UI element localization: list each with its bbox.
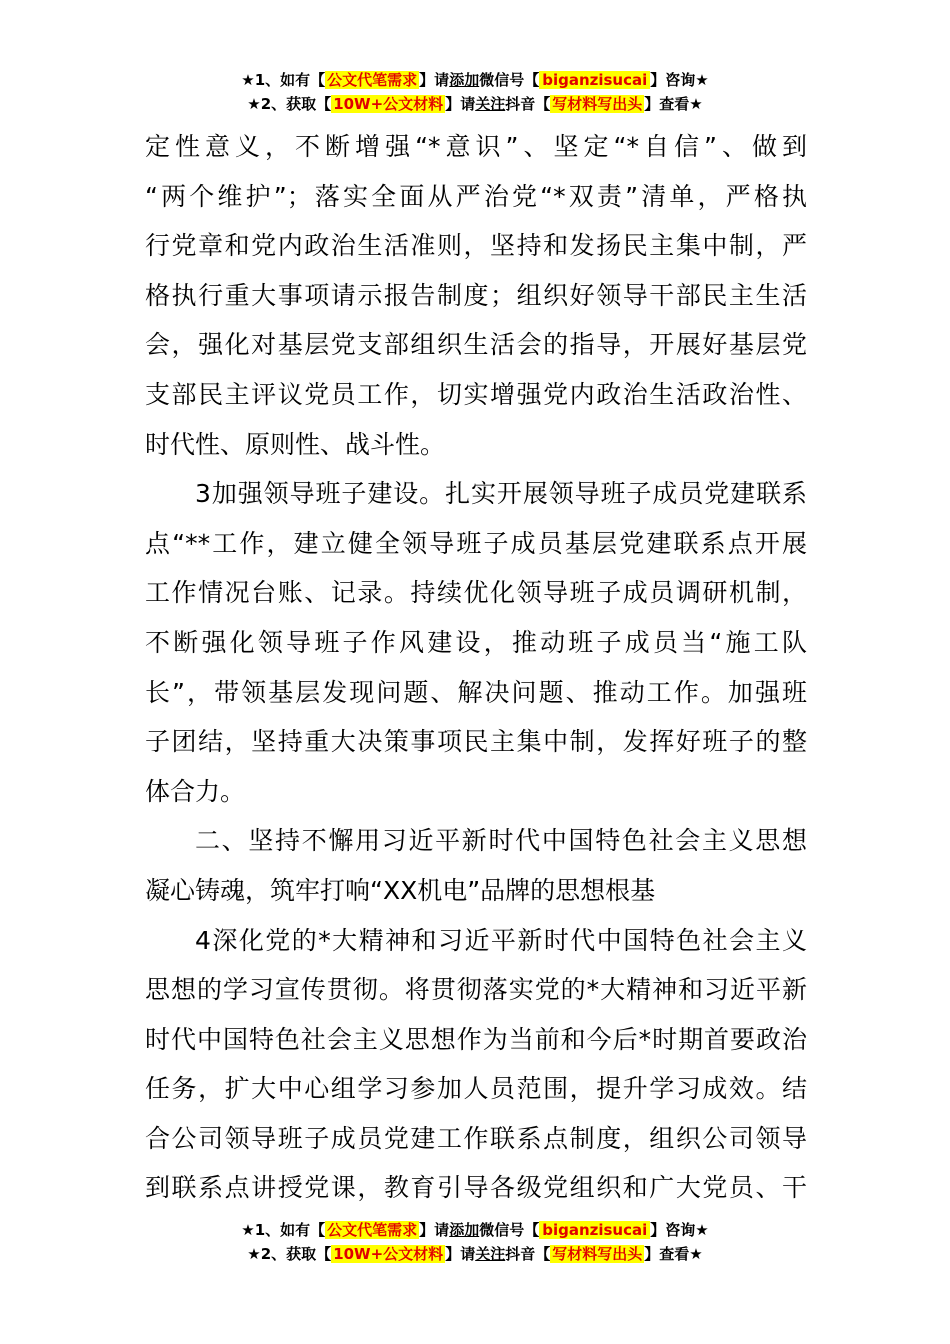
text-line: 支部民主评议党员工作，切实增强党内政治生活政治性、 — [145, 379, 807, 409]
banner-text: 】查看★ — [644, 1245, 703, 1263]
banner-text: ★1、如有【 — [241, 1221, 326, 1239]
banner-line-2 — [0, 92, 950, 116]
banner-text: ★2、获取【 — [247, 95, 332, 113]
banner-emphasis: 关注 — [475, 95, 506, 113]
text-line: 子团结，坚持重大决策事项民主集中制，发挥好班子的整 — [145, 727, 807, 757]
text-line: 时代性、原则性、战斗性。 — [145, 429, 446, 459]
text-line: 不断强化领导班子作风建设，推动班子成员当“施工队 — [145, 627, 807, 657]
banner-text: ★1、如有【 — [241, 71, 326, 89]
text-line: “两个维护”；落实全面从严治党“*双责”清单，严格执 — [145, 181, 807, 211]
banner-text: 】咨询★ — [650, 71, 709, 89]
banner-text: 】请 — [419, 1221, 450, 1239]
text-line: 3加强领导班子建设。扎实开展领导班子成员党建联系 — [195, 479, 807, 509]
header-banner — [0, 68, 950, 116]
banner-text: 抖音【 — [505, 95, 551, 113]
text-line: 到联系点讲授党课，教育引导各级党组织和广大党员、干 — [145, 1173, 807, 1203]
banner-highlight-service: 公文代笔需求 — [327, 1221, 418, 1239]
text-line: 长”，带领基层发现问题、解决问题、推动工作。加强班 — [145, 677, 807, 707]
banner-text: 】咨询★ — [650, 1221, 709, 1239]
banner-emphasis: 添加 — [449, 71, 480, 89]
text-line: 时代中国特色社会主义思想作为当前和今后*时期首要政治 — [145, 1024, 807, 1054]
banner-wechat-handle: biganzisucai — [539, 71, 650, 89]
section-heading-two — [145, 816, 807, 915]
banner-text: 微信号【 — [479, 71, 540, 89]
banner-text: 微信号【 — [479, 1221, 540, 1239]
banner-line-1 — [0, 1218, 950, 1242]
text-line: 工作情况台账、记录。持续优化领导班子成员调研机制， — [145, 578, 807, 608]
text-line: 4深化党的*大精神和习近平新时代中国特色社会主义 — [195, 925, 807, 955]
heading-line: 二、坚持不懈用习近平新时代中国特色社会主义思想 — [195, 826, 807, 856]
banner-text: 】请 — [445, 1245, 476, 1263]
text-line: 定性意义，不断增强“*意识”、坚定“*自信”、做到 — [145, 132, 807, 161]
banner-text: 】查看★ — [644, 95, 703, 113]
footer-banner — [0, 1218, 950, 1266]
paragraph-study-thought — [145, 916, 807, 1214]
text-line: 任务，扩大中心组学习参加人员范围，提升学习成效。结 — [145, 1074, 807, 1104]
banner-emphasis: 关注 — [475, 1245, 506, 1263]
banner-text: ★2、获取【 — [247, 1245, 332, 1263]
banner-highlight-douyin: 写材料写出头 — [552, 1245, 643, 1263]
banner-line-2 — [0, 1242, 950, 1266]
banner-highlight-materials: 10W+公文材料 — [333, 95, 444, 113]
document-body — [145, 122, 807, 1213]
banner-line-1 — [0, 68, 950, 92]
banner-wechat-handle: biganzisucai — [539, 1221, 650, 1239]
text-line: 合公司领导班子成员党建工作联系点制度，组织公司领导 — [145, 1123, 807, 1153]
text-line: 体合力。 — [145, 776, 246, 806]
text-line: 格执行重大事项请示报告制度；组织好领导干部民主生活 — [145, 280, 807, 310]
paragraph-party-life — [145, 122, 807, 469]
banner-highlight-douyin: 写材料写出头 — [552, 95, 643, 113]
banner-highlight-service: 公文代笔需求 — [327, 71, 418, 89]
banner-highlight-materials: 10W+公文材料 — [333, 1245, 444, 1263]
banner-text: 】请 — [445, 95, 476, 113]
text-line: 行党章和党内政治生活准则，坚持和发扬民主集中制，严 — [145, 231, 807, 261]
heading-line: 凝心铸魂，筑牢打响“XX机电”品牌的思想根基 — [145, 875, 656, 905]
paragraph-leadership-building — [145, 469, 807, 816]
text-line: 会，强化对基层党支部组织生活会的指导，开展好基层党 — [145, 330, 807, 360]
text-line: 点“**工作，建立健全领导班子成员基层党建联系点开展 — [145, 528, 807, 558]
banner-emphasis: 添加 — [449, 1221, 480, 1239]
banner-text: 抖音【 — [505, 1245, 551, 1263]
text-line: 思想的学习宣传贯彻。将贯彻落实党的*大精神和习近平新 — [145, 975, 807, 1005]
banner-text: 】请 — [419, 71, 450, 89]
